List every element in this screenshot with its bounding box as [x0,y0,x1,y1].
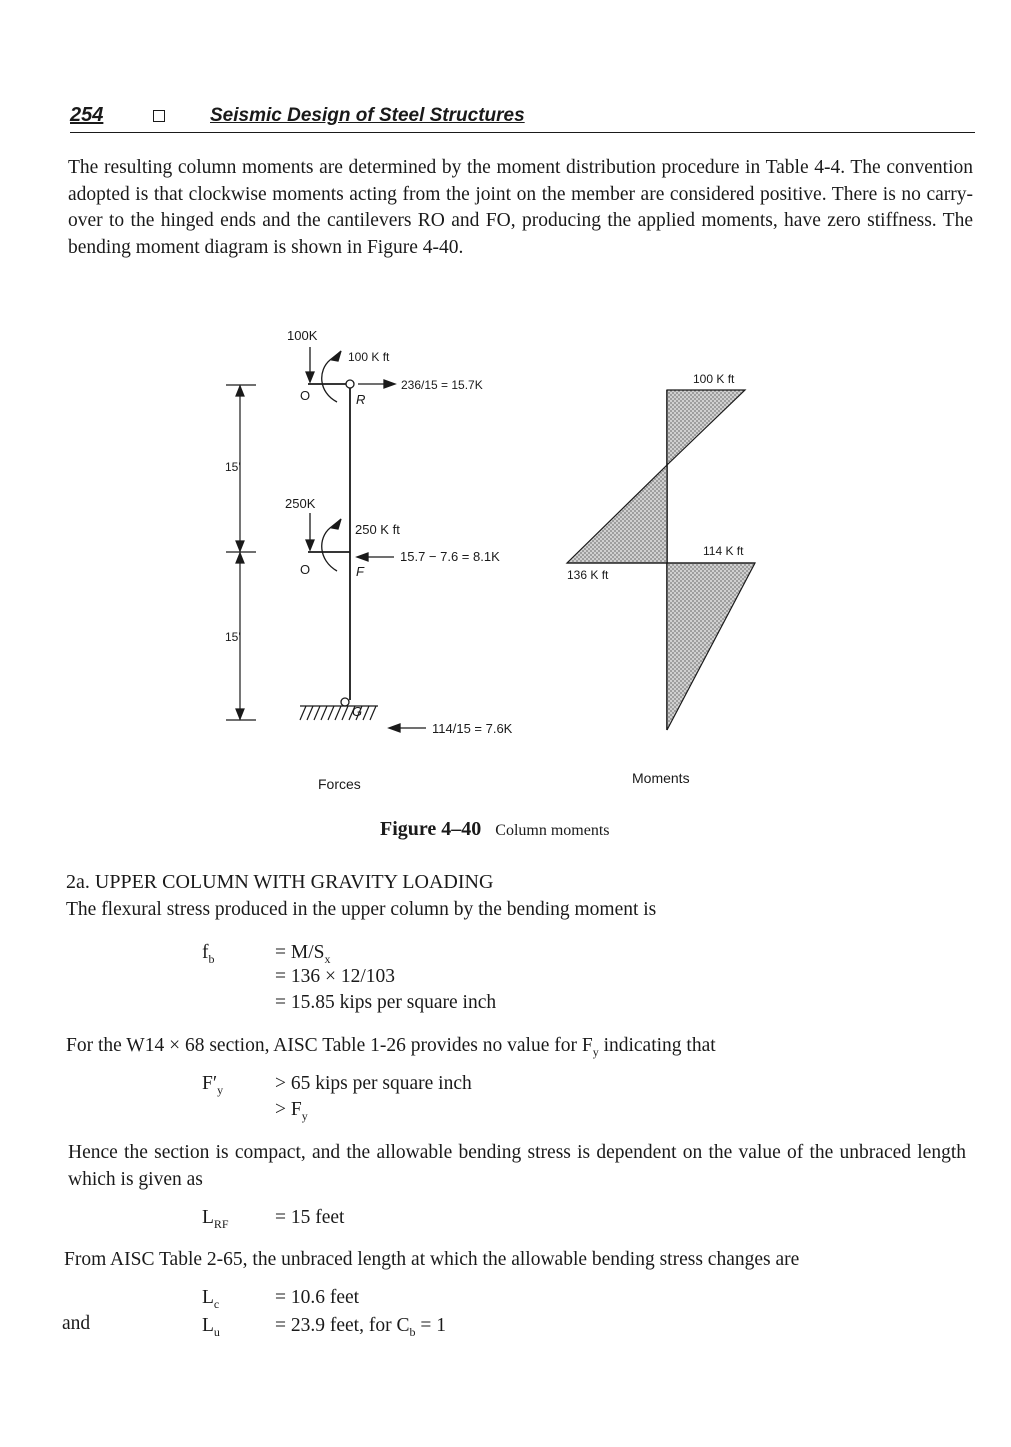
moment-arc-mid [322,519,341,571]
lu-and: and [62,1313,91,1334]
node-o-mid-label: O [300,562,311,577]
moment-area-mid-left [567,465,667,563]
fb-lhs: $f_b$ [202,942,215,966]
figure-column-moments [0,300,1011,820]
lu-rhs: = 23.9 feet, for $C_b = 1$ [275,1315,446,1339]
caption-text: Column moments [495,822,610,839]
node-o-top-label: O [300,388,311,403]
ground-support [300,706,378,720]
shear-label-mid: 15.7 − 7.6 = 8.1K [400,549,500,564]
moment-area-lower [667,563,755,730]
moments-label: Moments [632,770,690,786]
hinge-g [341,698,349,706]
header-box-icon [153,110,165,122]
lc-lhs: $L_c$ [202,1287,220,1311]
flexural-intro: The flexural stress produced in the upper column by the bending moment is [66,899,657,920]
hinge-r [346,380,354,388]
compact-paragraph: Hence the section is compact, and the allowable bending stress is dependent on the value of the unbraced length which is given as [68,1142,966,1190]
moment-mid-left-value: 136 K ft [567,568,609,582]
load-arrow-mid [306,513,314,550]
fy-line-2: > $F_y$ [275,1099,308,1123]
lu-lhs: $L_u$ [202,1315,220,1339]
fb-line-1: = $M/S_x$ [275,942,331,966]
load-arrow-top [306,347,314,382]
node-f-label: F [356,564,364,579]
table-text: From AISC Table 2-65, the unbraced length at which the allowable bending stress changes are [64,1249,800,1270]
figure-drawing [0,300,1011,820]
book-title: Seismic Design of Steel Structures [210,105,525,126]
moment-arc-top [322,351,341,402]
lrf-rhs: = 15 feet [275,1207,345,1228]
moment-label-mid: 250 K ft [355,522,400,537]
moment-label-top: 100 K ft [348,350,390,364]
intro-paragraph: The resulting column moments are determined by the moment distribution procedure in Table 4-4. The convention adopted is that clockwise moments acting from the joint on the member are considered positive. There is no carry-over to the hinged ends and the cantilevers RO and FO, producing the applied moments, have zero stiffness. The bending moment diagram is shown in Figure 4-40. [68,157,973,258]
shear-arrow-mid [357,553,394,561]
caption-number: Figure 4–40 [380,818,482,840]
fy-line-1: > 65 kips per square inch [275,1073,472,1094]
page-number: 254 [70,104,104,126]
node-g-label: G [352,704,363,719]
section-heading: 2a. UPPER COLUMN WITH GRAVITY LOADING [66,871,494,893]
dimension-line [226,385,256,720]
column-member [308,384,350,700]
moment-area-top [667,390,745,465]
lc-rhs: = 10.6 feet [275,1287,360,1308]
shear-arrow-base [389,724,426,732]
fy-lhs: $F'_y$ [202,1073,224,1097]
fb-line-2: = 136 × 12/103 [275,966,396,987]
moment-diagram [567,390,755,730]
fb-line-3: = 15.85 kips per square inch [275,992,497,1013]
dimension-lower-label: 15' [225,630,241,644]
section-text: For the W14 × 68 section, AISC Table 1-26 provides no value for $F_y$ indicating that [66,1035,716,1059]
load-label-top: 100K [287,328,318,343]
moment-top-value: 100 K ft [693,372,735,386]
page-header [70,104,975,133]
shear-arrow-top [358,380,395,388]
dimension-upper-label: 15' [225,460,241,474]
forces-label: Forces [318,776,361,792]
node-r-label: R [356,392,366,407]
load-label-mid: 250K [285,496,316,511]
figure-caption [380,818,610,841]
shear-label-base: 114/15 = 7.6K [432,721,513,736]
shear-label-top: 236/15 = 15.7K [401,378,483,392]
moment-mid-right-value: 114 K ft [703,544,744,558]
lrf-lhs: $L_{RF}$ [202,1207,229,1231]
